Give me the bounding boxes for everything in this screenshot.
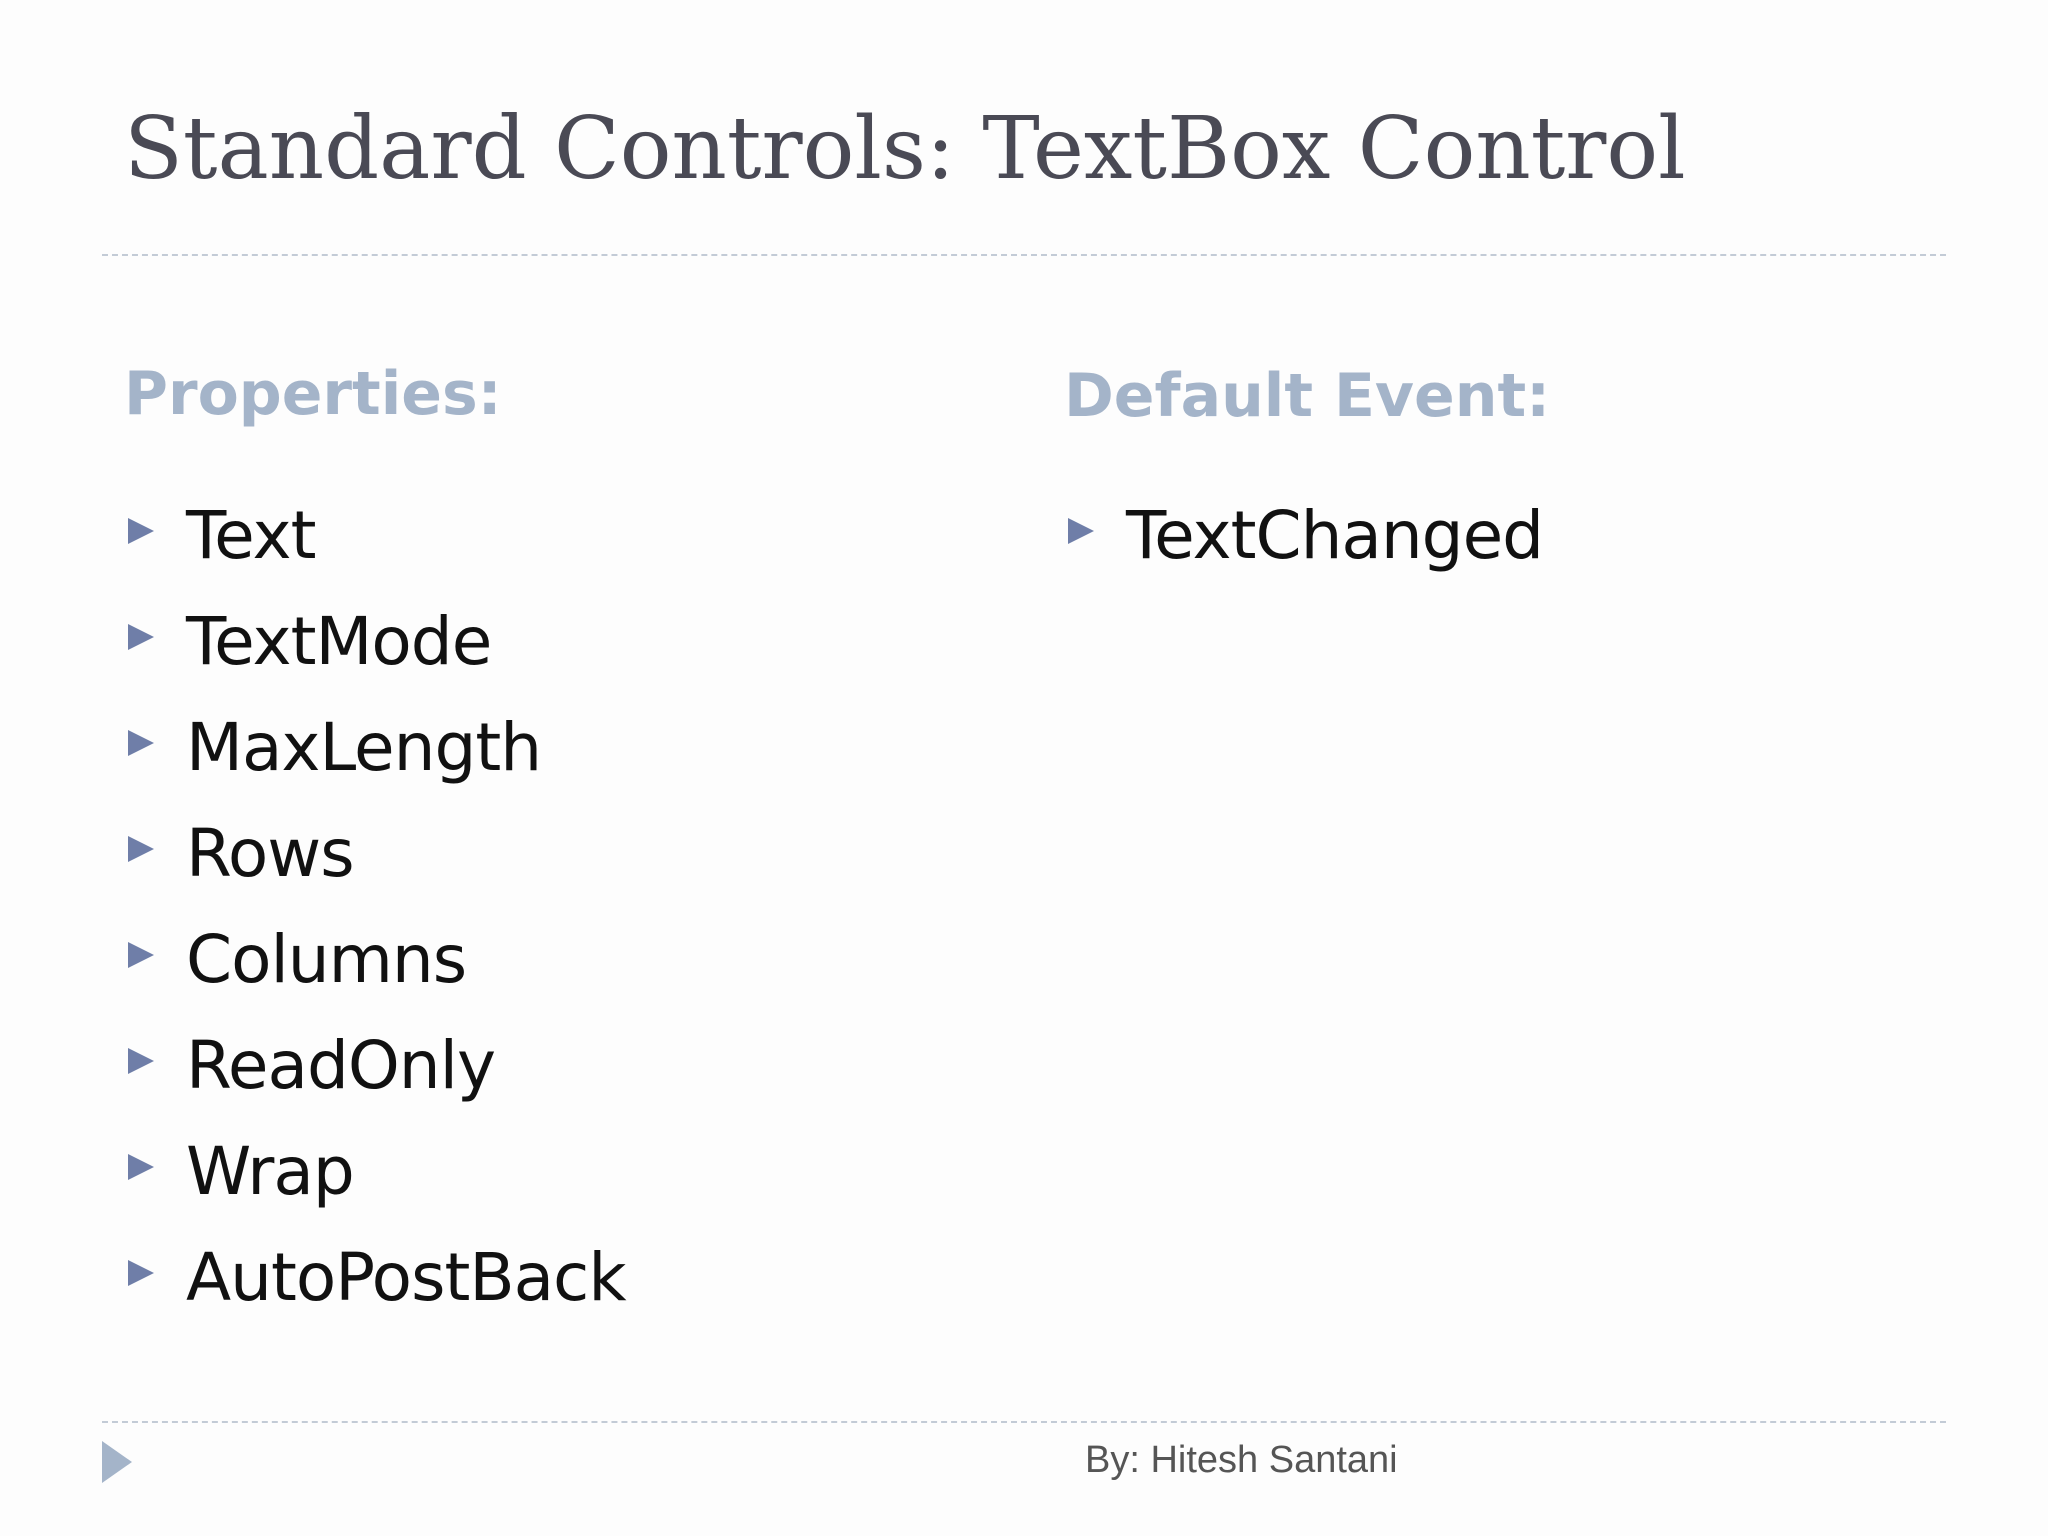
list-item	[124, 814, 354, 920]
property-text: Text	[186, 497, 316, 574]
list-item	[124, 708, 542, 814]
footer-author: By: Hitesh Santani	[1085, 1439, 1398, 1481]
bullet-arrow-icon	[128, 1154, 154, 1180]
bullet-arrow-icon	[1068, 518, 1094, 544]
list-item	[124, 920, 467, 1026]
triangle-right-icon	[102, 1441, 132, 1483]
event-textchanged: TextChanged	[1126, 497, 1544, 574]
slide-title: Standard Controls: TextBox Control	[124, 99, 1686, 199]
list-item	[124, 1132, 354, 1238]
list-item	[1064, 496, 1544, 602]
property-columns: Columns	[186, 921, 467, 998]
list-item	[124, 1026, 496, 1132]
bullet-arrow-icon	[128, 1048, 154, 1074]
property-wrap: Wrap	[186, 1133, 354, 1210]
property-rows: Rows	[186, 815, 354, 892]
bullet-arrow-icon	[128, 942, 154, 968]
bullet-arrow-icon	[128, 518, 154, 544]
footer-divider	[102, 1421, 1946, 1423]
property-maxlength: MaxLength	[186, 709, 542, 786]
property-textmode: TextMode	[186, 603, 492, 680]
default-event-heading: Default Event:	[1064, 361, 1551, 431]
title-divider	[102, 254, 1946, 256]
property-readonly: ReadOnly	[186, 1027, 496, 1104]
bullet-arrow-icon	[128, 730, 154, 756]
properties-list	[124, 496, 626, 1344]
list-item	[124, 496, 316, 602]
properties-heading: Properties:	[124, 359, 502, 429]
list-item	[124, 602, 492, 708]
events-list	[1064, 496, 1544, 602]
bullet-arrow-icon	[128, 624, 154, 650]
property-autopostback: AutoPostBack	[186, 1239, 626, 1316]
bullet-arrow-icon	[128, 836, 154, 862]
bullet-arrow-icon	[128, 1260, 154, 1286]
list-item	[124, 1238, 626, 1344]
